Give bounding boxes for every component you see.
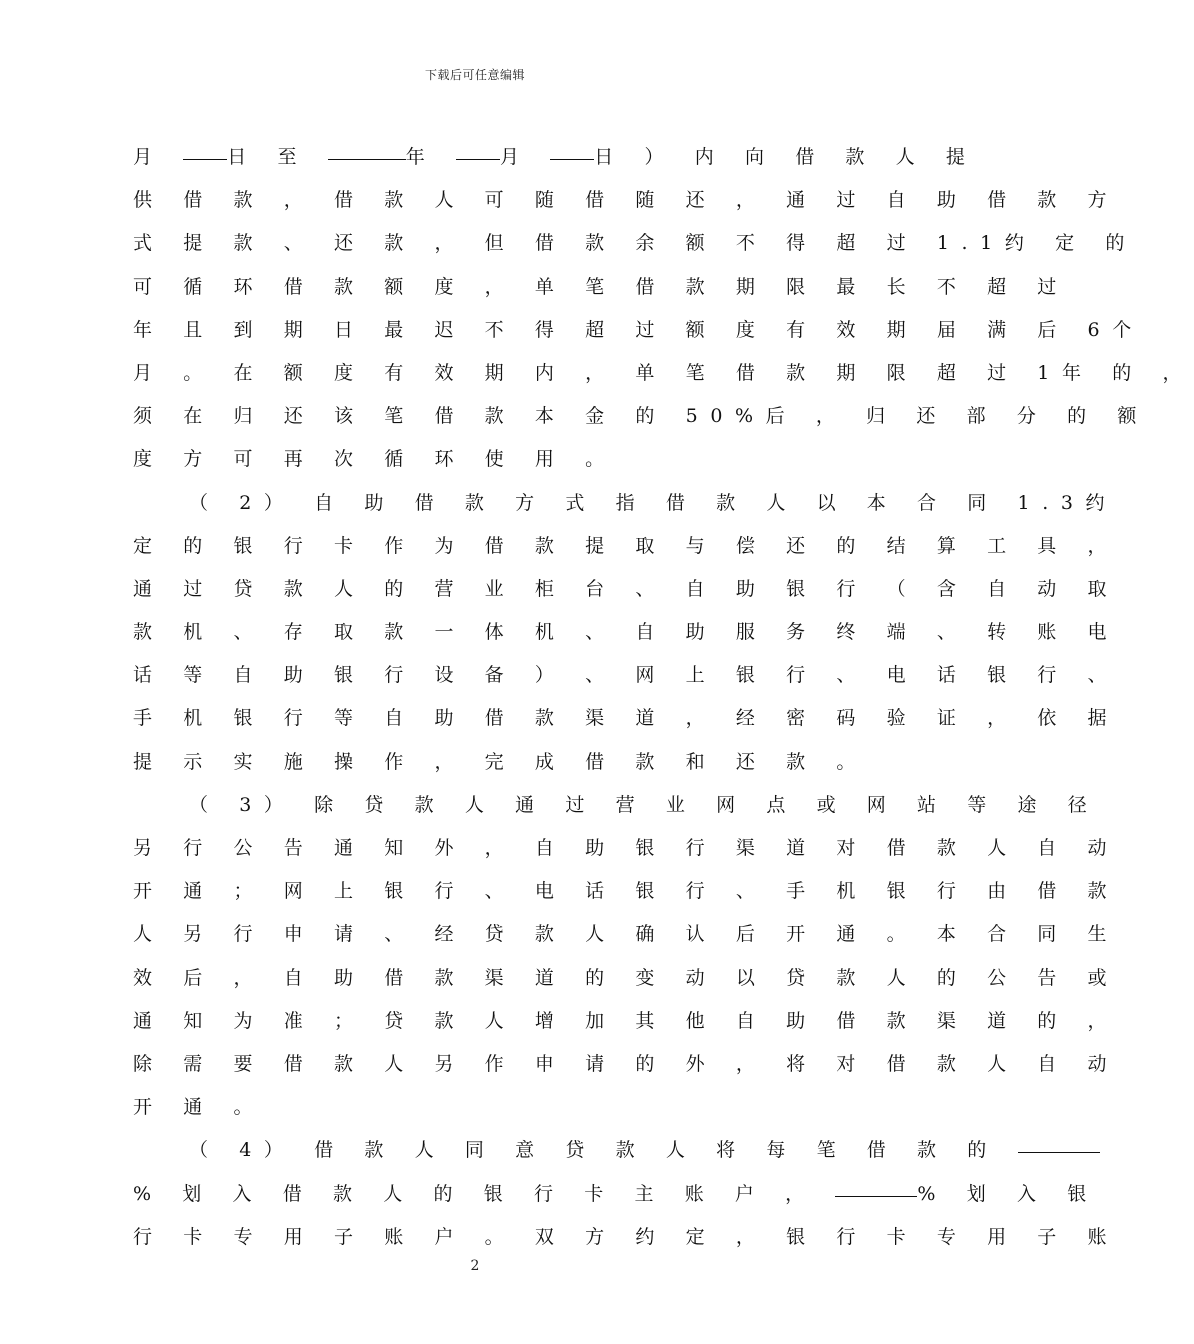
text-line: 手 机 银 行 等 自 助 借 款 渠 道 ， 经 密 码 验 证 ， 依 据 [133, 707, 1120, 730]
text-line: 效 后 ， 自 助 借 款 渠 道 的 变 动 以 贷 款 人 的 公 告 或 [133, 966, 1120, 989]
fill-in-blank-year[interactable] [328, 137, 406, 160]
text-line: （ 3） 除 贷 款 人 通 过 营 业 网 点 或 网 站 等 途 径 [189, 793, 1100, 816]
text-line: 供 借 款 ， 借 款 人 可 随 借 随 还 ， 通 过 自 助 借 款 方 [133, 189, 1120, 212]
text-line: 月 。 在 额 度 有 效 期 内 ， 单 笔 借 款 期 限 超 过 1年 的 ， [133, 361, 1194, 384]
fill-in-blank-day[interactable] [550, 137, 594, 160]
page-header: 下载后可任意编辑 [424, 68, 525, 82]
text-line: 式 提 款 、 还 款 ， 但 借 款 余 额 不 得 超 过 1.1约 定 的 [133, 232, 1137, 255]
text-line: 款 机 、 存 取 款 一 体 机 、 自 助 服 务 终 端 、 转 账 电 [133, 621, 1120, 644]
text-line [133, 1173, 1099, 1216]
fill-in-blank-month[interactable] [456, 137, 500, 160]
text-segment: （ 4） 借 款 人 同 意 贷 款 人 将 每 笔 借 款 的 [189, 1139, 1018, 1162]
text-line [133, 1129, 1018, 1172]
text-line: 通 过 贷 款 人 的 营 业 柜 台 、 自 助 银 行 （ 含 自 动 取 [133, 577, 1120, 600]
text-line: 通 知 为 准 ； 贷 款 人 增 加 其 他 自 助 借 款 渠 道 的 ， [133, 1009, 1120, 1032]
text-line: 话 等 自 助 银 行 设 备 ） 、 网 上 银 行 、 电 话 银 行 、 [133, 664, 1120, 687]
text-segment: % 划 入 借 款 人 的 银 行 卡 主 账 户 ， [133, 1182, 836, 1205]
fill-in-blank-percent[interactable] [835, 1174, 917, 1197]
text-segment: 日 至 [227, 146, 328, 168]
text-line: 可 循 环 借 款 额 度 ， 单 笔 借 款 期 限 最 长 不 超 过 [133, 275, 1069, 298]
text-line: 年 且 到 期 日 最 迟 不 得 超 过 额 度 有 效 期 届 满 后 6个 [133, 318, 1144, 341]
text-line: 人 另 行 申 请 、 经 贷 款 人 确 认 后 开 通 。 本 合 同 生 [133, 923, 1120, 946]
fill-in-blank-percent[interactable] [1018, 1130, 1100, 1153]
text-line [133, 136, 978, 179]
text-line: 开 通 。 [133, 1096, 266, 1119]
text-line: 度 方 可 再 次 循 环 使 用 。 [133, 448, 617, 471]
text-line: 开 通 ； 网 上 银 行 、 电 话 银 行 、 手 机 银 行 由 借 款 [133, 880, 1120, 903]
text-segment: 年 [405, 146, 456, 168]
text-line: （ 2） 自 助 借 款 方 式 指 借 款 人 以 本 合 同 1.3约 [189, 491, 1118, 514]
contract-body [133, 136, 1194, 1259]
text-line: 行 卡 专 用 子 账 户 。 双 方 约 定 ， 银 行 卡 专 用 子 账 [133, 1225, 1120, 1248]
text-line: 提 示 实 施 操 作 ， 完 成 借 款 和 还 款 。 [133, 750, 868, 773]
text-segment: 月 [499, 146, 551, 168]
text-line: 须 在 归 还 该 笔 借 款 本 金 的 50%后 ， 归 还 部 分 的 额 [133, 405, 1149, 428]
page-number: 2 [470, 1258, 480, 1274]
text-line: 除 需 要 借 款 人 另 作 申 请 的 外 ， 将 对 借 款 人 自 动 [133, 1052, 1120, 1075]
text-line: 另 行 公 告 通 知 外 ， 自 助 银 行 渠 道 对 借 款 人 自 动 [133, 837, 1120, 859]
fill-in-blank-day[interactable] [183, 137, 227, 160]
text-segment: % 划 入 银 [917, 1182, 1099, 1205]
text-line: 定 的 银 行 卡 作 为 借 款 提 取 与 偿 还 的 结 算 工 具 ， [133, 534, 1120, 557]
text-segment: 日 ） 内 向 借 款 人 提 [594, 146, 978, 168]
text-segment: 月 [133, 146, 184, 168]
